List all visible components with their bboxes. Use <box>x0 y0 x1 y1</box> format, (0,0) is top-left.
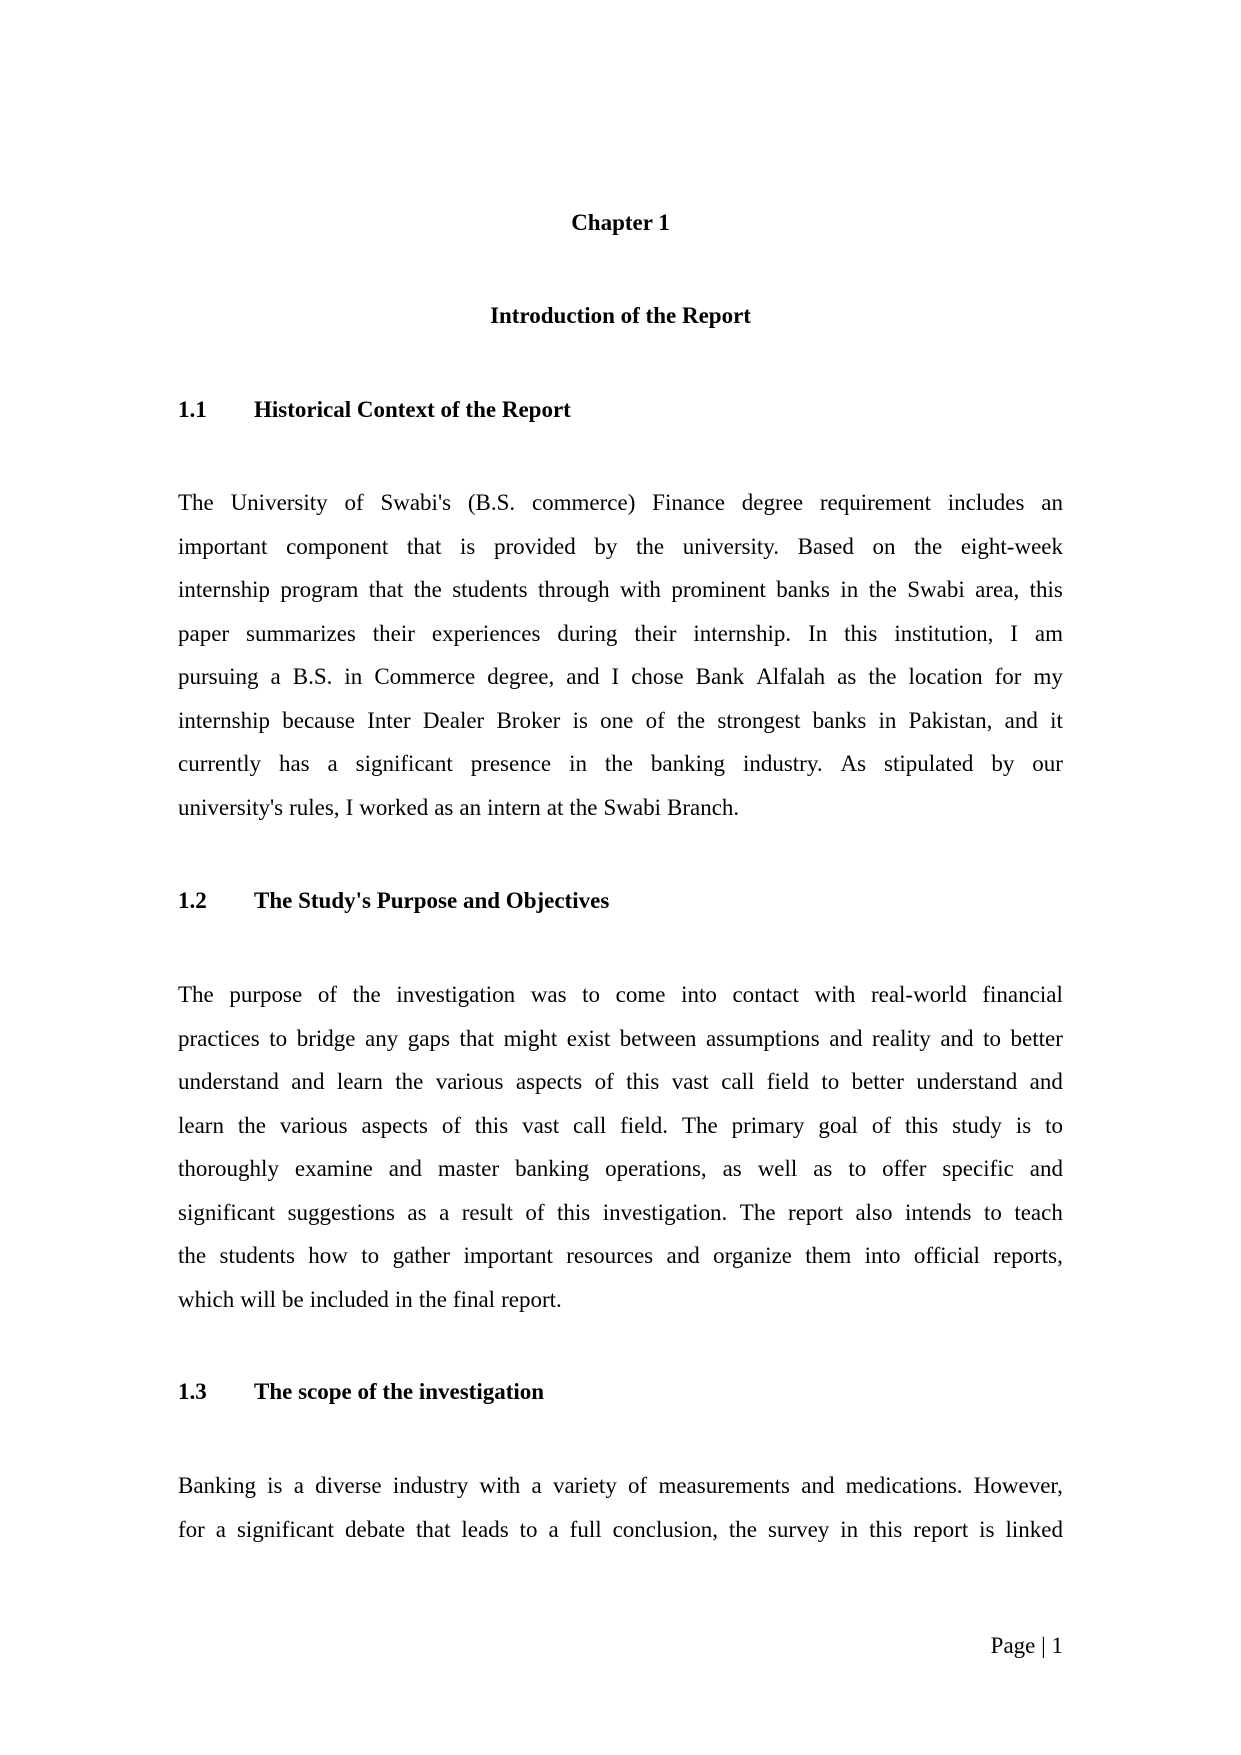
chapter-label: Chapter 1 <box>571 210 670 235</box>
paragraph-line: university's rules, I worked as an intern at the Swabi Branch. <box>178 794 740 820</box>
section-1-3-paragraph <box>178 1472 1063 1559</box>
paragraph-line: thoroughly examine and master banking operations, as well as to offer specific and <box>178 1156 1063 1181</box>
paragraph-line: paper summarizes their experiences during their internship. In this institution, I am <box>178 620 1063 646</box>
page-number-footer: Page | 1 <box>990 1633 1063 1658</box>
paragraph-line: internship program that the students through with prominent banks in the Swabi area, this <box>178 577 1063 602</box>
paragraph-line: The University of Swabi's (B.S. commerce) Finance degree requirement includes an <box>178 490 1063 515</box>
paragraph-line: understand and learn the various aspects of this vast call field to better understand and <box>178 1069 1063 1094</box>
section-heading-1-2 <box>178 887 609 915</box>
section-number: 1.2 <box>178 888 207 913</box>
paragraph-line: The purpose of the investigation was to come into contact with real-world financial <box>178 982 1063 1007</box>
section-number: 1.1 <box>178 397 207 422</box>
paragraph-line: currently has a significant presence in the banking industry. As stipulated by our <box>178 751 1063 776</box>
section-title: The Study's Purpose and Objectives <box>254 888 610 913</box>
paragraph-line: internship because Inter Dealer Broker is one of the strongest banks in Pakistan, and it <box>178 707 1063 733</box>
paragraph-line: the students how to gather important resources and organize them into official reports, <box>178 1243 1063 1268</box>
section-title: Historical Context of the Report <box>254 397 571 422</box>
section-heading-1-3 <box>178 1378 544 1406</box>
paragraph-line: which will be included in the final report. <box>178 1286 562 1312</box>
paragraph-line: learn the various aspects of this vast call field. The primary goal of this study is to <box>178 1112 1063 1138</box>
paragraph-line: pursuing a B.S. in Commerce degree, and I chose Bank Alfalah as the location for my <box>178 664 1063 689</box>
section-title: The scope of the investigation <box>254 1379 545 1404</box>
paragraph-line: for a significant debate that leads to a full conclusion, the survey in this report is linked <box>178 1516 1063 1542</box>
section-number: 1.3 <box>178 1379 207 1404</box>
section-1-2-paragraph <box>178 981 1063 1329</box>
paragraph-line: important component that is provided by the university. Based on the eight-week <box>178 533 1063 559</box>
section-1-1-paragraph <box>178 489 1063 837</box>
paragraph-line: Banking is a diverse industry with a variety of measurements and medications. However, <box>178 1473 1063 1498</box>
paragraph-line: practices to bridge any gaps that might exist between assumptions and reality and to better <box>178 1025 1063 1051</box>
paragraph-line: significant suggestions as a result of this investigation. The report also intends to teach <box>178 1199 1063 1225</box>
section-heading-1-1 <box>178 396 571 424</box>
chapter-title: Introduction of the Report <box>490 303 751 328</box>
